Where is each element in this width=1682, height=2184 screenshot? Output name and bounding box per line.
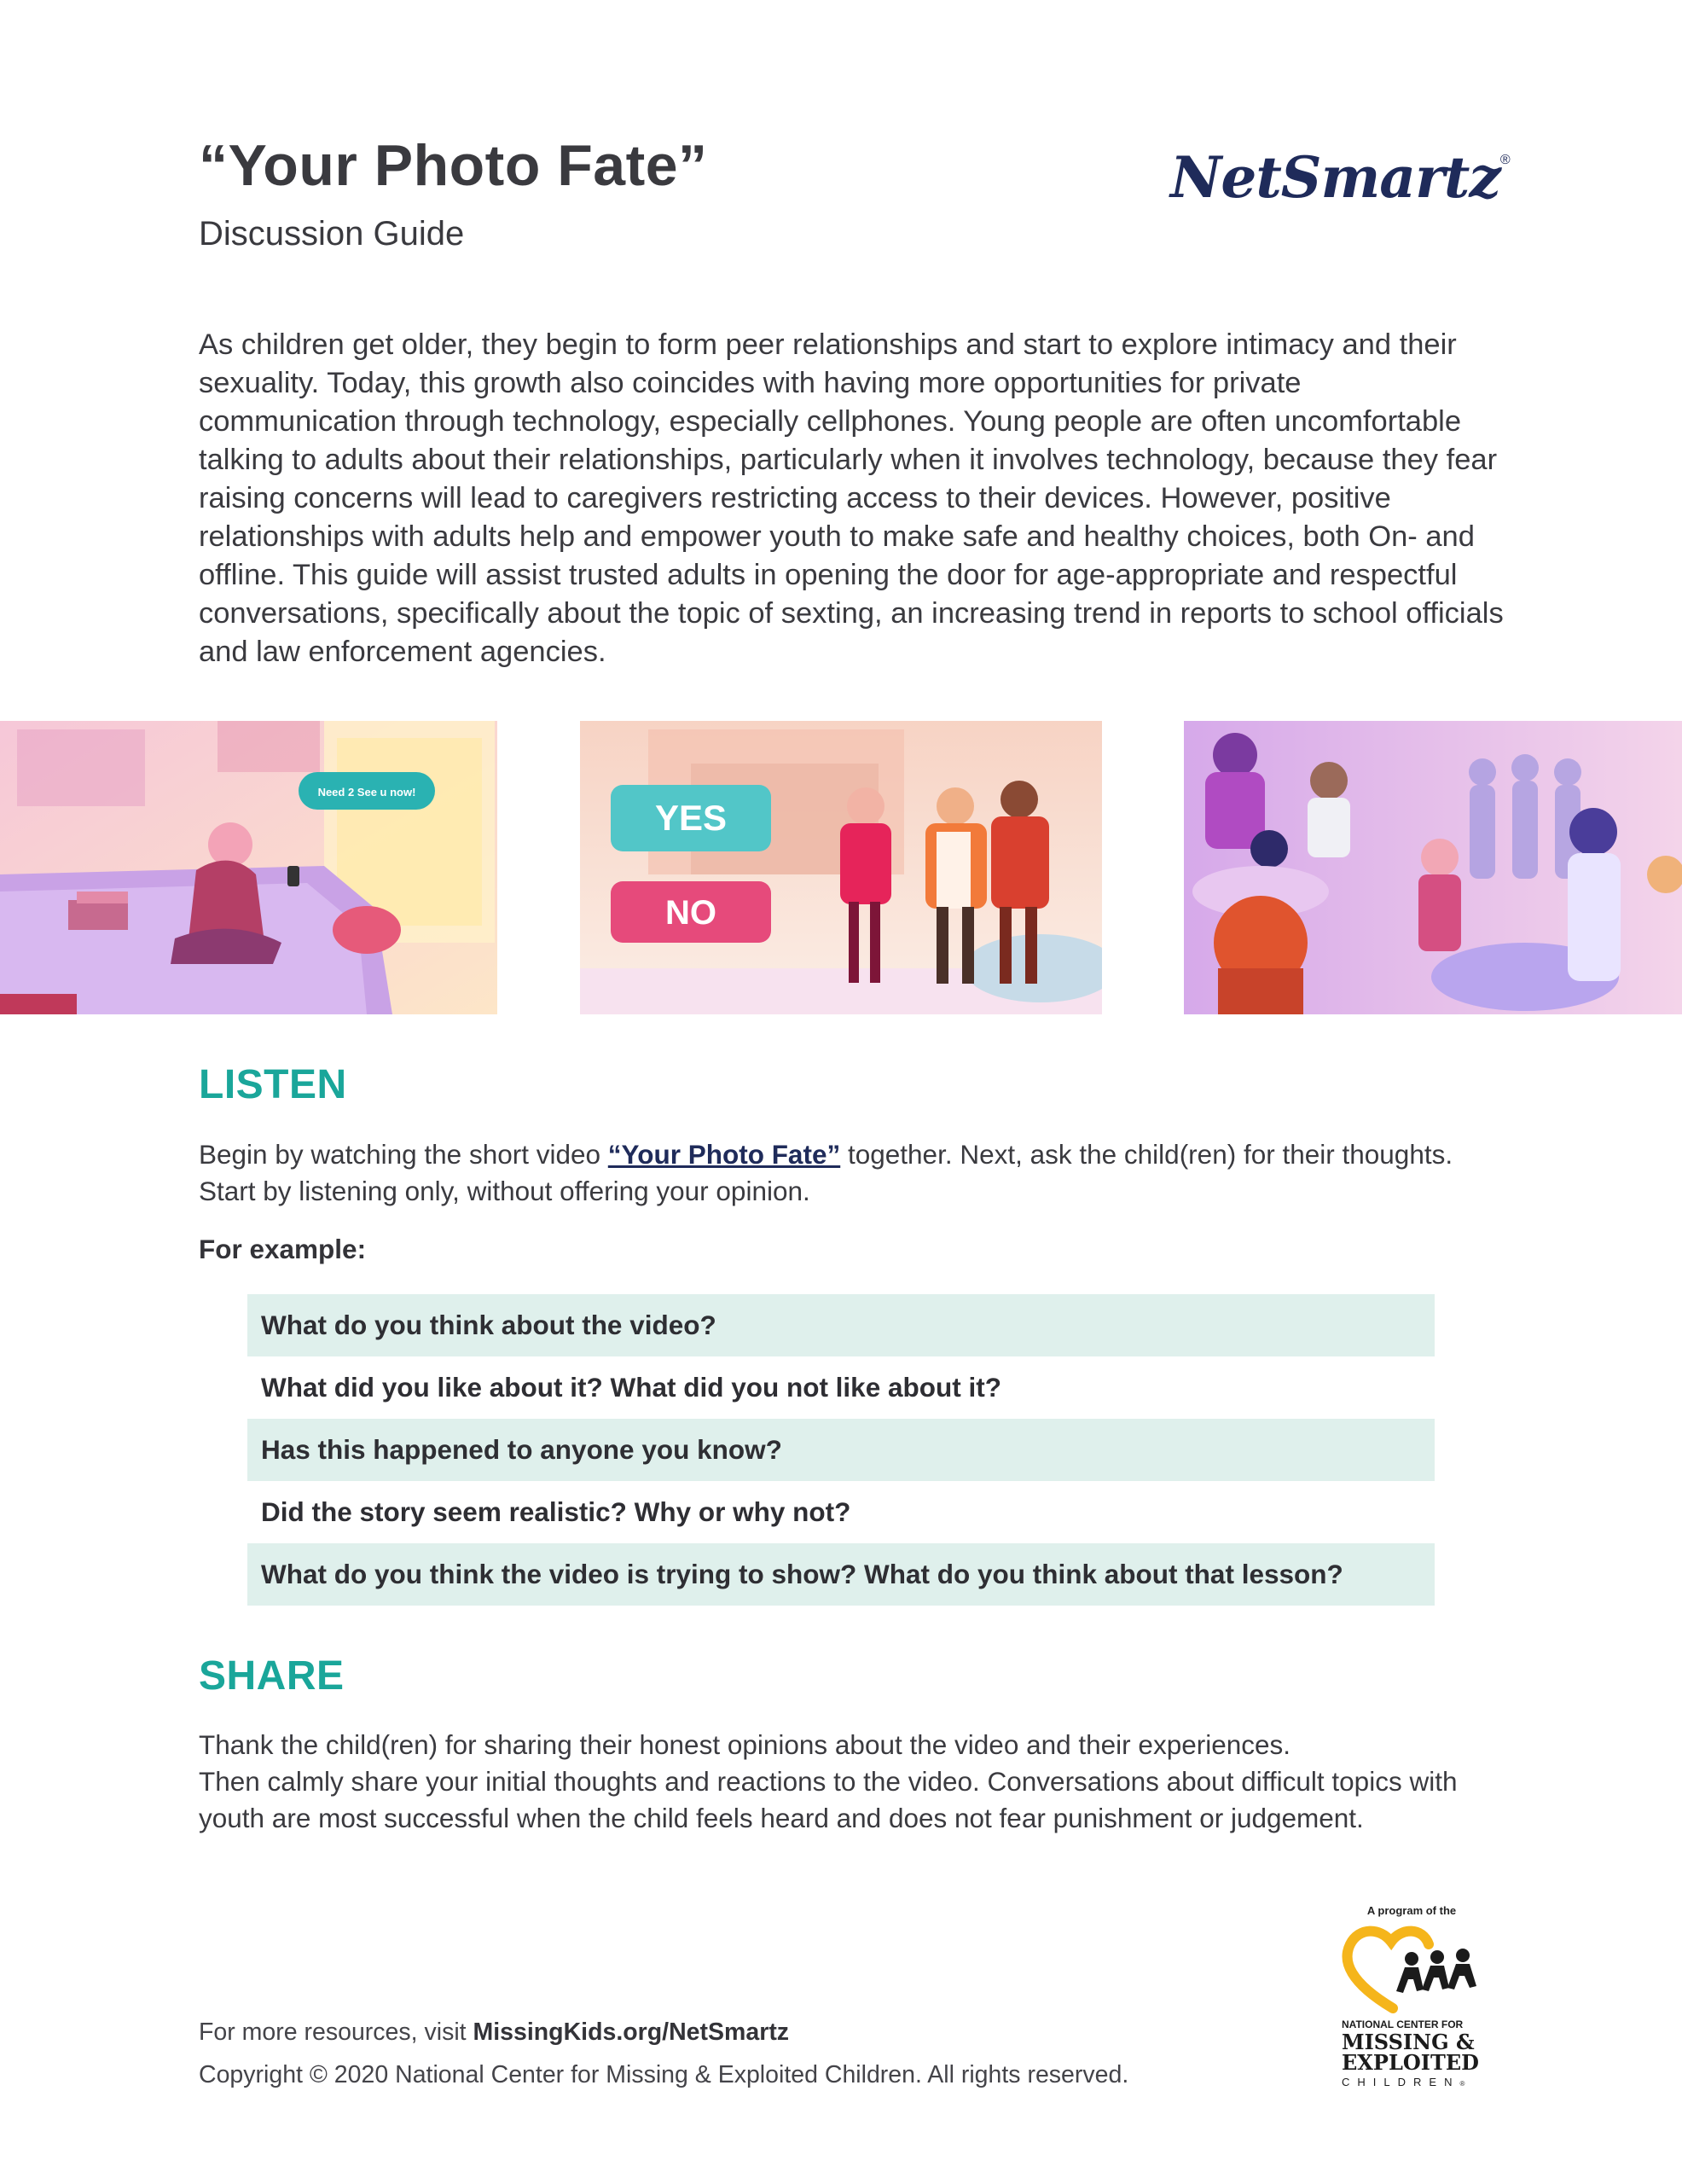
page-title: “Your Photo Fate” [199,133,708,198]
no-label: NO [665,894,716,932]
ncmec-registered-mark: ® [1459,2080,1465,2088]
share-line-1: Thank the child(ren) for sharing their honest opinions about the video and their experiences. [199,1729,1291,1760]
bedroom-scene [0,721,497,1014]
share-heading: SHARE [199,1653,345,1699]
footer-resources [199,2018,789,2047]
video-link[interactable]: “Your Photo Fate” [607,1139,841,1170]
illustration-choice [580,721,1102,1014]
registered-mark: ® [1499,153,1511,167]
ncmec-line-3: EXPLOITED [1342,2050,1479,2075]
illustration-bedroom [0,721,497,1014]
netsmartz-logo-text: NetSmartz [1170,144,1500,211]
listen-paragraph [199,1136,1512,1210]
cafeteria-scene [1184,721,1682,1014]
page-subtitle: Discussion Guide [199,215,465,253]
resources-prefix: For more resources, visit [199,2018,473,2046]
question-item: What do you think the video is trying to show? What do you think about that lesson? [247,1543,1435,1606]
share-paragraph [199,1727,1512,1837]
listen-text-before: Begin by watching the short video [199,1139,608,1170]
example-label: For example: [199,1234,367,1264]
ncmec-tagline: A program of the [1366,1904,1457,1917]
ncmec-heart-children-icon [1342,1923,1482,2017]
yes-label: YES [654,798,728,838]
ncmec-line-4 [1342,2076,1464,2088]
listen-heading: LISTEN [199,1062,347,1107]
netsmartz-logo [1170,141,1511,214]
question-item: Did the story seem realistic? Why or why not? [261,1496,851,1527]
ncmec-line-2: MISSING & [1342,2030,1475,2054]
question-item: Has this happened to anyone you know? [247,1419,1435,1481]
choice-scene [580,721,1102,1014]
intro-paragraph: As children get older, they begin to form peer relationships and start to explore intimacy and their sexuality. Today, this growth also coincides with having more opportunities for private communication through technology, especially cellphones. Young people are often uncomfortable talking to adults about their relationships, particularly when it involves technology, because they fear raising concerns will lead to caregivers restricting access to their devices. However, positive relationships with adults help and empower youth to make safe and healthy choices, both On- and offline. This guide will assist trusted adults in opening the door for age-appropriate and respectful conversations, specifically about the topic of sexting, an increasing trend in reports to school officials and law enforcement agencies. [199,328,1504,668]
footer-copyright: Copyright © 2020 National Center for Missing & Exploited Children. All rights reserved. [199,2061,1129,2088]
share-line-2: Then calmly share your initial thoughts and reactions to the video. Conversations about difficult topics with youth are most successful when the child feels heard and does not fear punishment or judgement. [199,1766,1458,1833]
resources-link[interactable]: MissingKids.org/NetSmartz [473,2018,790,2046]
ncmec-line-4-text: CHILDREN [1342,2076,1460,2088]
question-item: What do you think about the video? [247,1294,1435,1356]
question-list [247,1294,1435,1606]
ncmec-line-1: NATIONAL CENTER FOR [1342,2018,1464,2030]
ncmec-logo [1335,1904,1488,2100]
question-item: What did you like about it? What did you not like about it? [261,1372,1001,1403]
chat-bubble-text: Need 2 See u now! [317,786,416,799]
illustration-cafeteria [1184,721,1682,1014]
listen-text-after: together. Next, ask the child(ren) for their thoughts. Start by listening only, without offering your opinion. [199,1139,1453,1206]
